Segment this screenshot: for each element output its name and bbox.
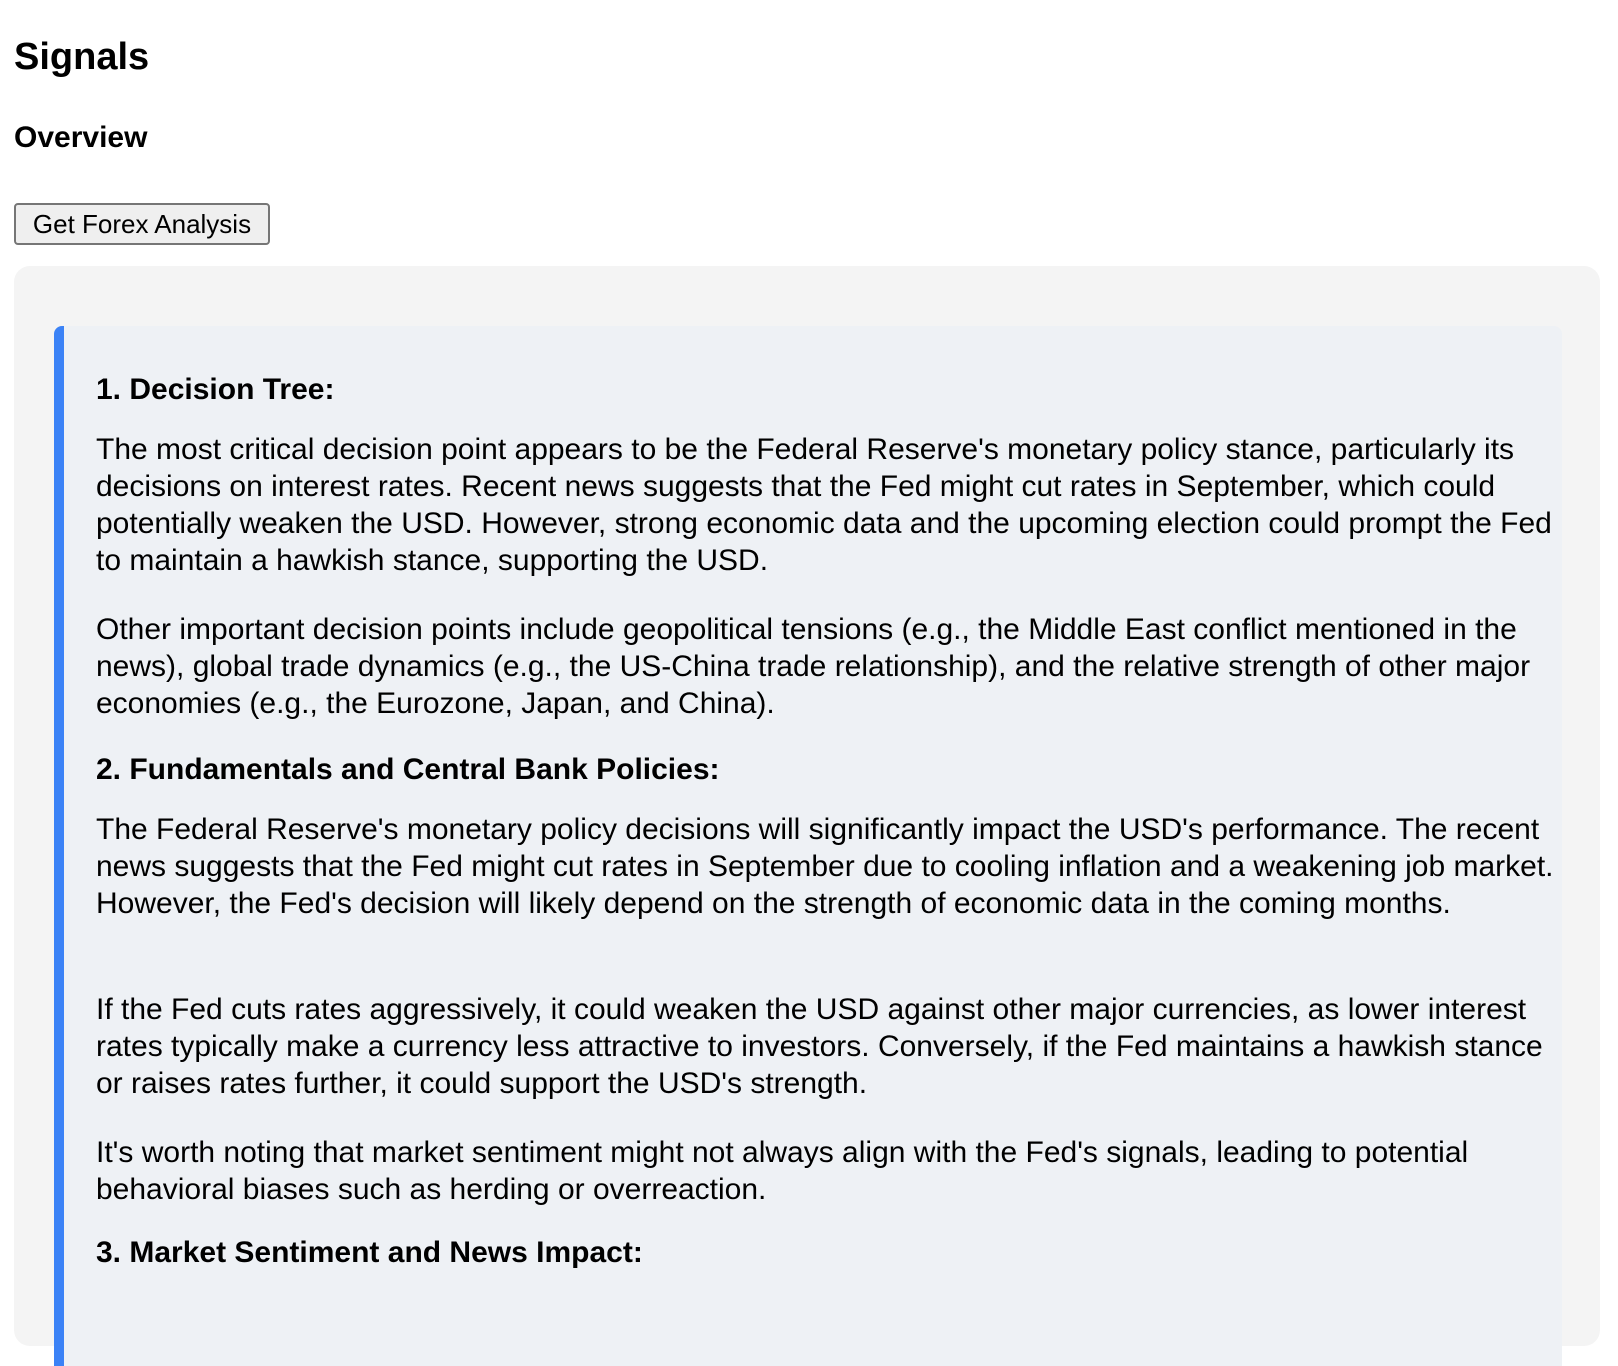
- section-heading-decision-tree: 1. Decision Tree:: [96, 373, 335, 406]
- fundamentals-paragraph-1: The Federal Reserve's monetary policy decisions will significantly impact the USD's performance. The recent news suggests that the Fed might cut rates in September due to cooling inflation and a weakening job market. However, the Fed's decision will likely depend on the strength of economic data in the coming months.: [96, 813, 1554, 920]
- get-forex-analysis-button[interactable]: Get Forex Analysis: [14, 203, 270, 245]
- page-title: Signals: [14, 36, 150, 78]
- analysis-content: [54, 326, 1562, 1366]
- section-heading-market-sentiment: 3. Market Sentiment and News Impact:: [96, 1236, 643, 1269]
- decision-tree-paragraph-2: Other important decision points include geopolitical tensions (e.g., the Middle East conflict mentioned in the news), global trade dynamics (e.g., the US-China trade relationship), and the relative strength of other major economies (e.g., the Eurozone, Japan, and China).: [96, 613, 1531, 720]
- decision-tree-paragraph-1: The most critical decision point appears to be the Federal Reserve's monetary policy stance, particularly its decisions on interest rates. Recent news suggests that the Fed might cut rates in September, which could potentially weaken the USD. However, strong economic data and the upcoming election could prompt the Fed to maintain a hawkish stance, supporting the USD.: [96, 433, 1552, 577]
- section-title-overview: Overview: [14, 121, 148, 154]
- fundamentals-paragraph-2: If the Fed cuts rates aggressively, it could weaken the USD against other major currencies, as lower interest rates typically make a currency less attractive to investors. Conversely, if the Fed maintains a hawkish stance or raises rates further, it could support the USD's strength.: [96, 993, 1543, 1100]
- fundamentals-paragraph-3: It's worth noting that market sentiment might not always align with the Fed's signals, leading to potential behavioral biases such as herding or overreaction.: [96, 1136, 1469, 1206]
- section-heading-fundamentals: 2. Fundamentals and Central Bank Policies:: [96, 753, 720, 786]
